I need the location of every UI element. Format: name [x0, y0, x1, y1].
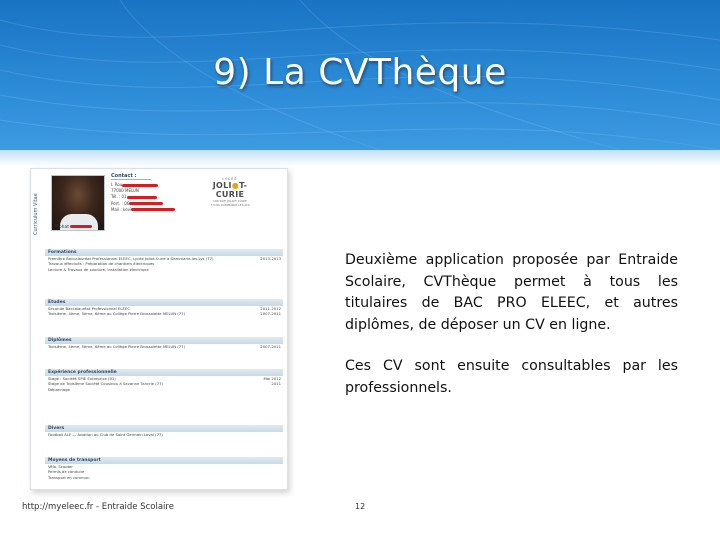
cv-vertical-label: Curriculum Vitae	[33, 193, 39, 235]
cv-section-divers: Divers Football ALF — Aviation au Club de Saint Germain Laval (77)	[45, 425, 283, 437]
cv-name: Mohat	[55, 225, 92, 230]
header-fade	[0, 138, 720, 166]
cv-contact-heading: Contact :	[111, 173, 151, 180]
cv-section-diplomes: Diplômes Troisième, 4ème, 5ème, 6ème au Collège Pierre Brossolette MELUN (77) 2007-2011	[45, 337, 283, 349]
cv-screenshot-image	[30, 168, 288, 490]
cv-portrait-photo	[51, 175, 105, 231]
cv-section-transport: Moyens de transport Vélo, Scooter Permis de conduire Transport en commun	[45, 457, 283, 480]
paragraph-consultation: Ces CV sont ensuite consultables par les professionnels.	[345, 358, 678, 396]
cv-contact: Contact : I. Rou 77000 MELUN Tél. : 01 Port. : 06 Mail : kevi	[111, 173, 211, 213]
footer-url: http://myeleec.fr - Entraide Scolaire	[22, 502, 174, 512]
slide-body-text	[345, 250, 678, 419]
page-number: 12	[355, 502, 366, 511]
lycee-joliot-curie-logo: LYCÉE JOLI●T-CURIE 168 RUE JOLIOT CURIE 77190 DAMMARIE-LES-LYS	[210, 177, 250, 207]
slide-title: 9) La CVThèque	[213, 52, 507, 93]
paragraph-description: Deuxième application proposée par Entraide Scolaire, CVThèque permet à tous les titulaires de BAC PRO ELEEC, et autres diplômes, de déposer un CV en ligne.	[345, 252, 678, 333]
cv-section-experience: Expérience professionnelle Stage : Société SPIE Entreprise (91) Mai 2012 Stage de Troisième Société Cousinou à Savanne Tancrie (77) 2011 Dépannage	[45, 369, 283, 392]
cv-section-formations: Formations Première Baccalauréat Professionnel ELEEC, Lycée Joliot-Curie à Dammarie-les-Lys (77) 2013-2013 Travaux effectués : Préparation de chantiers électriques Lecture & Travaux de soudure, Installation électrique	[45, 249, 283, 272]
cv-section-etudes: Etudes Seconde Baccalauréat Professionnel ELEEC 2011-2012 Troisième, 4ème, 5ème, 6ème au Collège Pierre Brossolette MELUN (77) 2007-2011	[45, 299, 283, 317]
